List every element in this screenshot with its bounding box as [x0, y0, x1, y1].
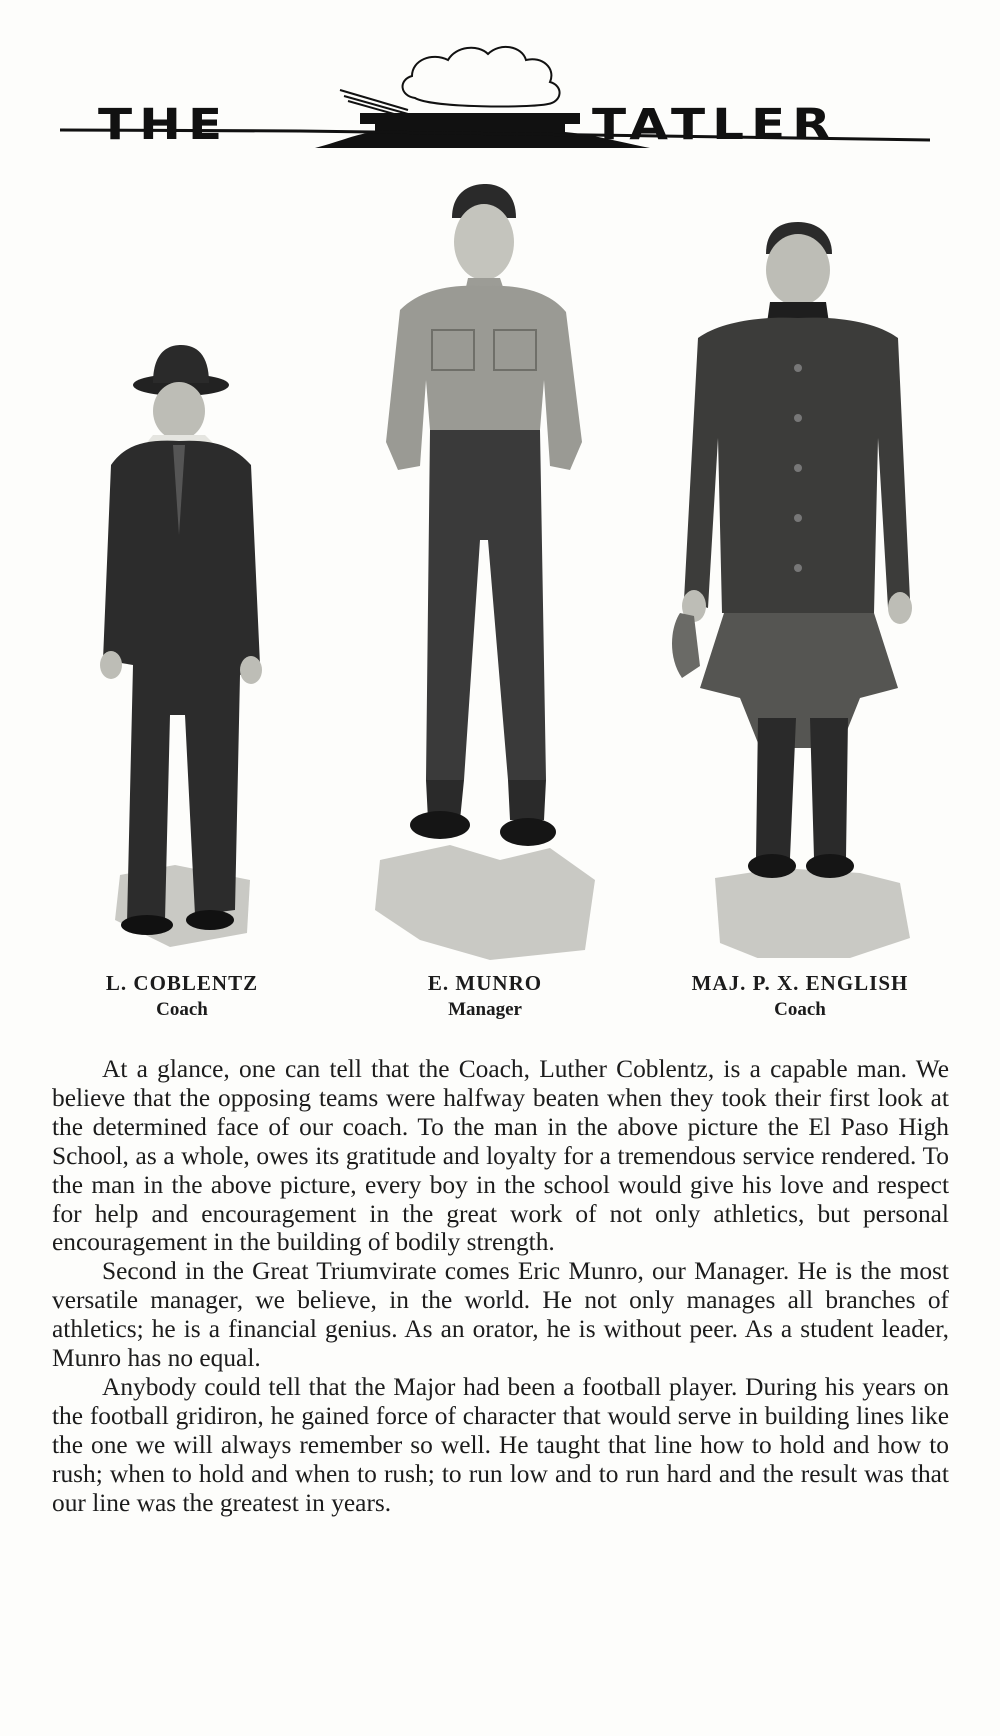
caption-english [650, 970, 950, 1024]
article-paragraph-munro: Second in the Great Triumvirate comes Eric Munro, our Manager. He is the most versatile manager, we believe, in the world. He not only manages all branches of athletics; he is a financial genius. As an orator, he is without peer. As a student leader, Munro has no equal. [52, 1257, 949, 1373]
caption-munro [335, 970, 635, 1024]
article-body [52, 1055, 949, 1518]
caption-role: Coach [156, 999, 208, 1020]
caption-name: L. COBLENTZ [105, 971, 259, 995]
photo-munro [360, 180, 600, 960]
caption-name: MAJ. P. X. ENGLISH [691, 971, 909, 995]
caption-role: Manager [448, 999, 522, 1020]
photo-coblentz [75, 335, 285, 955]
caption-name: E. MUNRO [427, 971, 543, 995]
caption-coblentz [32, 970, 332, 1024]
article-paragraph-coblentz: At a glance, one can tell that the Coach, Luther Coblentz, is a capable man. We believe that the opposing teams were halfway beaten when they took their first look at the determined face of our coach. To the man in the above picture the El Paso High School, as a whole, owes its gratitude and loyalty for a tremendous service rendered. To the man in the above picture, every boy in the school would give his love and respect for help and encouragement in the great work of not only athletics, but personal encouragement in the building of bodily strength. [52, 1055, 949, 1257]
article-paragraph-english: Anybody could tell that the Major had been a football player. During his years on the football gridiron, he gained force of character that would serve in building lines like the one we will always remember so well. He taught that line how to hold and how to rush; when to hold and when to rush; to run low and to run hard and the result was that our line was the greatest in years. [52, 1372, 949, 1517]
photo-english [660, 218, 930, 958]
caption-role: Coach [774, 999, 826, 1020]
masthead [60, 38, 930, 158]
masthead-title-the: THE [98, 100, 230, 150]
masthead-title-tatler: TATLER [592, 100, 838, 150]
